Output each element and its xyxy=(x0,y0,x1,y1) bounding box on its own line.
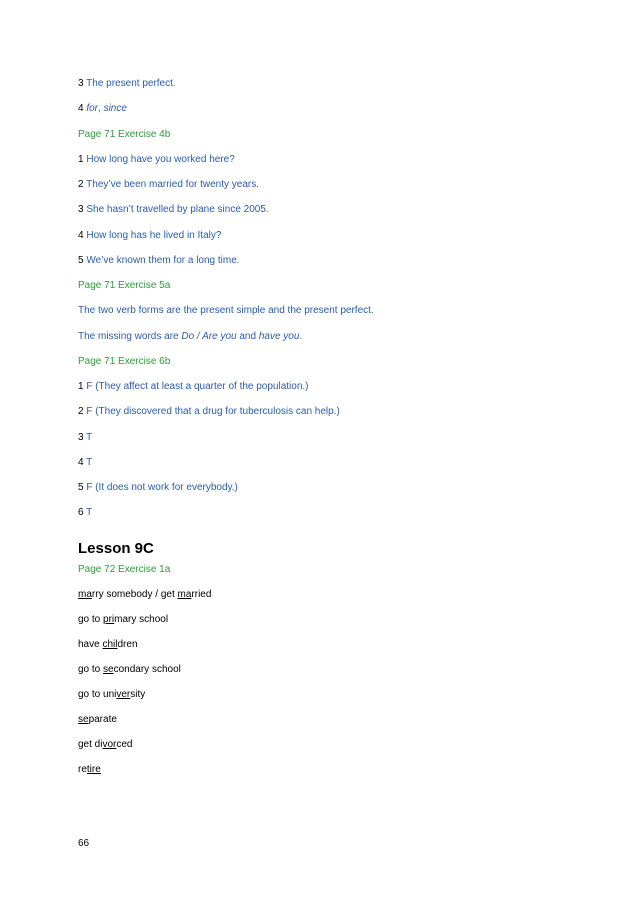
vocab-line: retire xyxy=(78,764,101,775)
answer-line: 1 How long have you worked here? xyxy=(78,154,235,165)
answer-line: 3 T xyxy=(78,432,93,443)
answer-line: 2 They’ve been married for twenty years. xyxy=(78,179,260,190)
answer-line: 4 for, since xyxy=(78,103,127,114)
exercise-heading: Page 71 Exercise 5a xyxy=(78,280,171,291)
vocab-line: go to university xyxy=(78,689,146,700)
answer-line: The two verb forms are the present simple and the present perfect. xyxy=(78,305,374,316)
vocab-line: have children xyxy=(78,639,138,650)
lesson-title: Lesson 9C xyxy=(78,540,154,557)
answer-line: The missing words are Do / Are you and have you. xyxy=(78,331,303,342)
vocab-line: go to primary school xyxy=(78,614,169,625)
answer-line: 1 F (They affect at least a quarter of the population.) xyxy=(78,381,309,392)
exercise-heading: Page 71 Exercise 6b xyxy=(78,356,171,367)
answer-line: 5 F (It does not work for everybody.) xyxy=(78,482,238,493)
exercise-heading: Page 71 Exercise 4b xyxy=(78,129,171,140)
answer-line: 4 T xyxy=(78,457,93,468)
answer-line: 3 She hasn’t travelled by plane since 2005. xyxy=(78,204,269,215)
vocab-line: marry somebody / get married xyxy=(78,589,212,600)
answer-line: 3 The present perfect. xyxy=(78,78,176,89)
vocab-line: get divorced xyxy=(78,739,133,750)
answer-line: 2 F (They discovered that a drug for tuberculosis can help.) xyxy=(78,406,340,417)
vocab-line: go to secondary school xyxy=(78,664,181,675)
vocab-line: separate xyxy=(78,714,117,725)
answer-line: 5 We’ve known them for a long time. xyxy=(78,255,240,266)
exercise-heading: Page 72 Exercise 1a xyxy=(78,564,171,575)
answer-line: 4 How long has he lived in Italy? xyxy=(78,230,222,241)
page-number: 66 xyxy=(78,838,90,849)
answer-line: 6 T xyxy=(78,507,93,518)
